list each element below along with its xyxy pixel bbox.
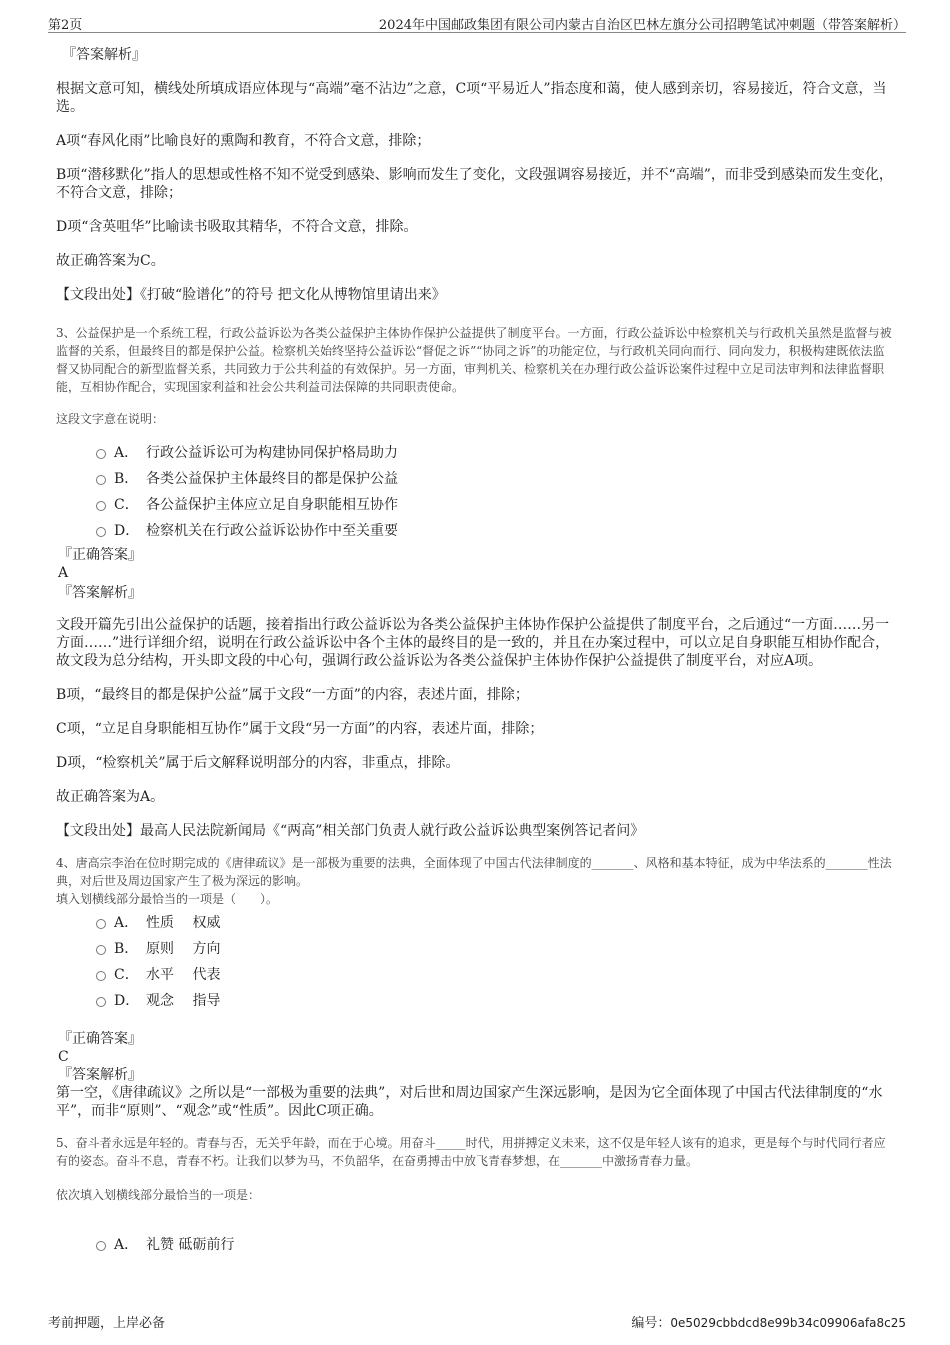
radio-icon[interactable] <box>96 475 106 485</box>
q4-correct-answer: C <box>58 1049 69 1065</box>
option-text: 原则 方向 <box>146 941 221 957</box>
q2-analysis-p1: 根据文意可知，横线处所填成语应体现与“高端”毫不沾边”之意，C项“平易近人”指态度和蔼，使人感到亲切，容易接近，符合文意，当选。 <box>56 81 887 115</box>
q2-analysis-p2: A项“春风化雨”比喻良好的熏陶和教育，不符合文意，排除； <box>56 133 431 149</box>
option-text: 水平 代表 <box>146 967 221 983</box>
q4-options <box>96 910 896 1014</box>
option-letter: A． <box>114 915 139 931</box>
footer-slogan: 考前押题，上岸必备 <box>48 1316 166 1331</box>
q4-option-a[interactable] <box>96 910 896 936</box>
question-4 <box>56 854 896 1120</box>
option-letter: D． <box>114 523 140 539</box>
question-5 <box>56 1134 896 1258</box>
option-text: 性质 权威 <box>146 915 221 931</box>
question-3 <box>56 324 896 840</box>
q3-analysis-p1: 文段开篇先引出公益保护的话题，接着指出行政公益诉讼为各类公益保护主体协作保护公益提供了制度平台，之后通过“一方面……另一方面……”进行详细介绍，说明在行政公益诉讼中各个主体的最终目的是一致的，并且在办案过程中，可以立足自身职能互相协作配合，故文段为总分结构，开头即文段的中心句，强调行政公益诉讼为各类公益保护主体协作保护公益提供了制度平台，对应A项。 <box>56 617 890 669</box>
page-content <box>56 46 896 1258</box>
q3-analysis-label: 『答案解析』 <box>58 585 142 601</box>
radio-icon[interactable] <box>96 971 106 981</box>
radio-icon[interactable] <box>96 1241 106 1251</box>
option-letter: B． <box>114 471 139 487</box>
option-text: 各类公益保护主体最终目的都是保护公益 <box>146 471 398 487</box>
q4-correct-label: 『正确答案』 <box>58 1031 142 1047</box>
q2-analysis-p3: B项“潜移默化”指人的思想或性格不知不觉受到感染、影响而发生了变化，文段强调容易接近，并不“高端”，而非受到感染而发生变化，不符合文意，排除； <box>56 167 893 201</box>
q3-option-c[interactable] <box>96 492 896 518</box>
page-number: 第2页 <box>48 18 83 33</box>
option-letter: B． <box>114 941 139 957</box>
option-text: 各公益保护主体应立足自身职能相互协作 <box>146 497 398 513</box>
q5-options <box>96 1232 896 1258</box>
page-header <box>48 10 906 33</box>
radio-icon[interactable] <box>96 997 106 1007</box>
q4-option-c[interactable] <box>96 962 896 988</box>
q2-analysis-p5: 故正确答案为C。 <box>56 253 165 269</box>
q3-source: 【文段出处】最高人民法院新闻局《“两高”相关部门负责人就行政公益诉讼典型案例答记者问》 <box>56 823 645 839</box>
q5-prompt: 依次填入划横线部分最恰当的一项是： <box>56 1188 261 1202</box>
option-text: 礼赞 砥砺前行 <box>146 1237 235 1253</box>
q3-option-a[interactable] <box>96 440 896 466</box>
q4-option-b[interactable] <box>96 936 896 962</box>
option-letter: A． <box>114 445 139 461</box>
option-text: 检察机关在行政公益诉讼协作中至关重要 <box>146 523 398 539</box>
q3-options <box>96 440 896 544</box>
q3-analysis-p4: D项，“检察机关”属于后文解释说明部分的内容，非重点，排除。 <box>56 755 460 771</box>
q3-correct-label: 『正确答案』 <box>58 547 142 563</box>
option-letter: D． <box>114 993 140 1009</box>
radio-icon[interactable] <box>96 919 106 929</box>
q5-stem: 5、奋斗者永远是年轻的。青春与否，无关乎年龄，而在于心境。用奋斗_____时代，用拼搏定义未来，这不仅是年轻人该有的追求，更是每个与时代同行者应有的姿态。奋斗不息，青春不朽。让我们以梦为马，不负韶华，在奋勇搏击中放飞青春梦想，在_______中激扬青春力量。 <box>56 1136 886 1168</box>
q3-analysis-p2: B项，“最终目的都是保护公益”属于文段“一方面”的内容，表述片面，排除； <box>56 687 529 703</box>
q3-option-d[interactable] <box>96 518 896 544</box>
option-text: 观念 指导 <box>146 993 221 1009</box>
radio-icon[interactable] <box>96 527 106 537</box>
option-letter: C． <box>114 967 139 983</box>
q3-stem: 3、公益保护是一个系统工程，行政公益诉讼为各类公益保护主体协作保护公益提供了制度平台。一方面，行政公益诉讼中检察机关与行政机关虽然是监督与被监督的关系，但最终目的都是保护公益。检察机关始终坚持公益诉讼“督促之诉”“协同之诉”的功能定位，与行政机关同向而行、同向发力，积极构建既依法监督又协同配合的新型监督关系，共同致力于公共利益的有效保护。另一方面，审判机关、检察机关在办理行政公益诉讼案件过程中立足司法审判和法律监督职能，互相协作配合，实现国家利益和社会公共利益司法保障的共同职责使命。 <box>56 326 892 394</box>
q3-analysis-p3: C项，“立足自身职能相互协作”属于文段“另一方面”的内容，表述片面，排除； <box>56 721 544 737</box>
option-letter: C． <box>114 497 139 513</box>
footer-code-block <box>631 1312 906 1331</box>
q2-analysis-p4: D项“含英咀华”比喻读书吸取其精华，不符合文意，排除。 <box>56 219 418 235</box>
q2-source: 【文段出处】《打破“脸谱化”的符号 把文化从博物馆里请出来》 <box>56 287 446 303</box>
q3-analysis-p5: 故正确答案为A。 <box>56 789 165 805</box>
q4-prompt: 填入划横线部分最恰当的一项是（ ）。 <box>56 892 279 906</box>
q5-option-a[interactable] <box>96 1232 896 1258</box>
q3-prompt: 这段文字意在说明： <box>56 412 165 426</box>
option-text: 行政公益诉讼可为构建协同保护格局助力 <box>146 445 398 461</box>
footer-code: 0e5029cbbdcd8e99b34c09906afa8c25 <box>670 1316 906 1330</box>
q4-analysis-label: 『答案解析』 <box>58 1067 142 1083</box>
radio-icon[interactable] <box>96 501 106 511</box>
q2-analysis-label: 『答案解析』 <box>62 47 146 63</box>
q4-stem: 4、唐高宗李治在位时期完成的《唐律疏议》是一部极为重要的法典，全面体现了中国古代法律制度的_______、风格和基本特征，成为中华法系的_______性法典，对后世及周边国家产生了极为深远的影响。 <box>56 856 892 888</box>
q2-analysis <box>56 46 896 304</box>
page-footer <box>48 1312 906 1332</box>
q3-correct-answer: A <box>58 565 69 581</box>
radio-icon[interactable] <box>96 945 106 955</box>
radio-icon[interactable] <box>96 449 106 459</box>
q4-option-d[interactable] <box>96 988 896 1014</box>
document-title: 2024年中国邮政集团有限公司内蒙古自治区巴林左旗分公司招聘笔试冲刺题（带答案解析） <box>378 18 906 33</box>
q3-option-b[interactable] <box>96 466 896 492</box>
option-letter: A． <box>114 1237 139 1253</box>
footer-code-label: 编号： <box>631 1316 671 1331</box>
q4-analysis-p1: 第一空，《唐律疏议》之所以是“一部极为重要的法典”，对后世和周边国家产生深远影响，是因为它全面体现了中国古代法律制度的“水平”，而非“原则”、“观念”或“性质”。因此C项正确。 <box>56 1085 883 1119</box>
